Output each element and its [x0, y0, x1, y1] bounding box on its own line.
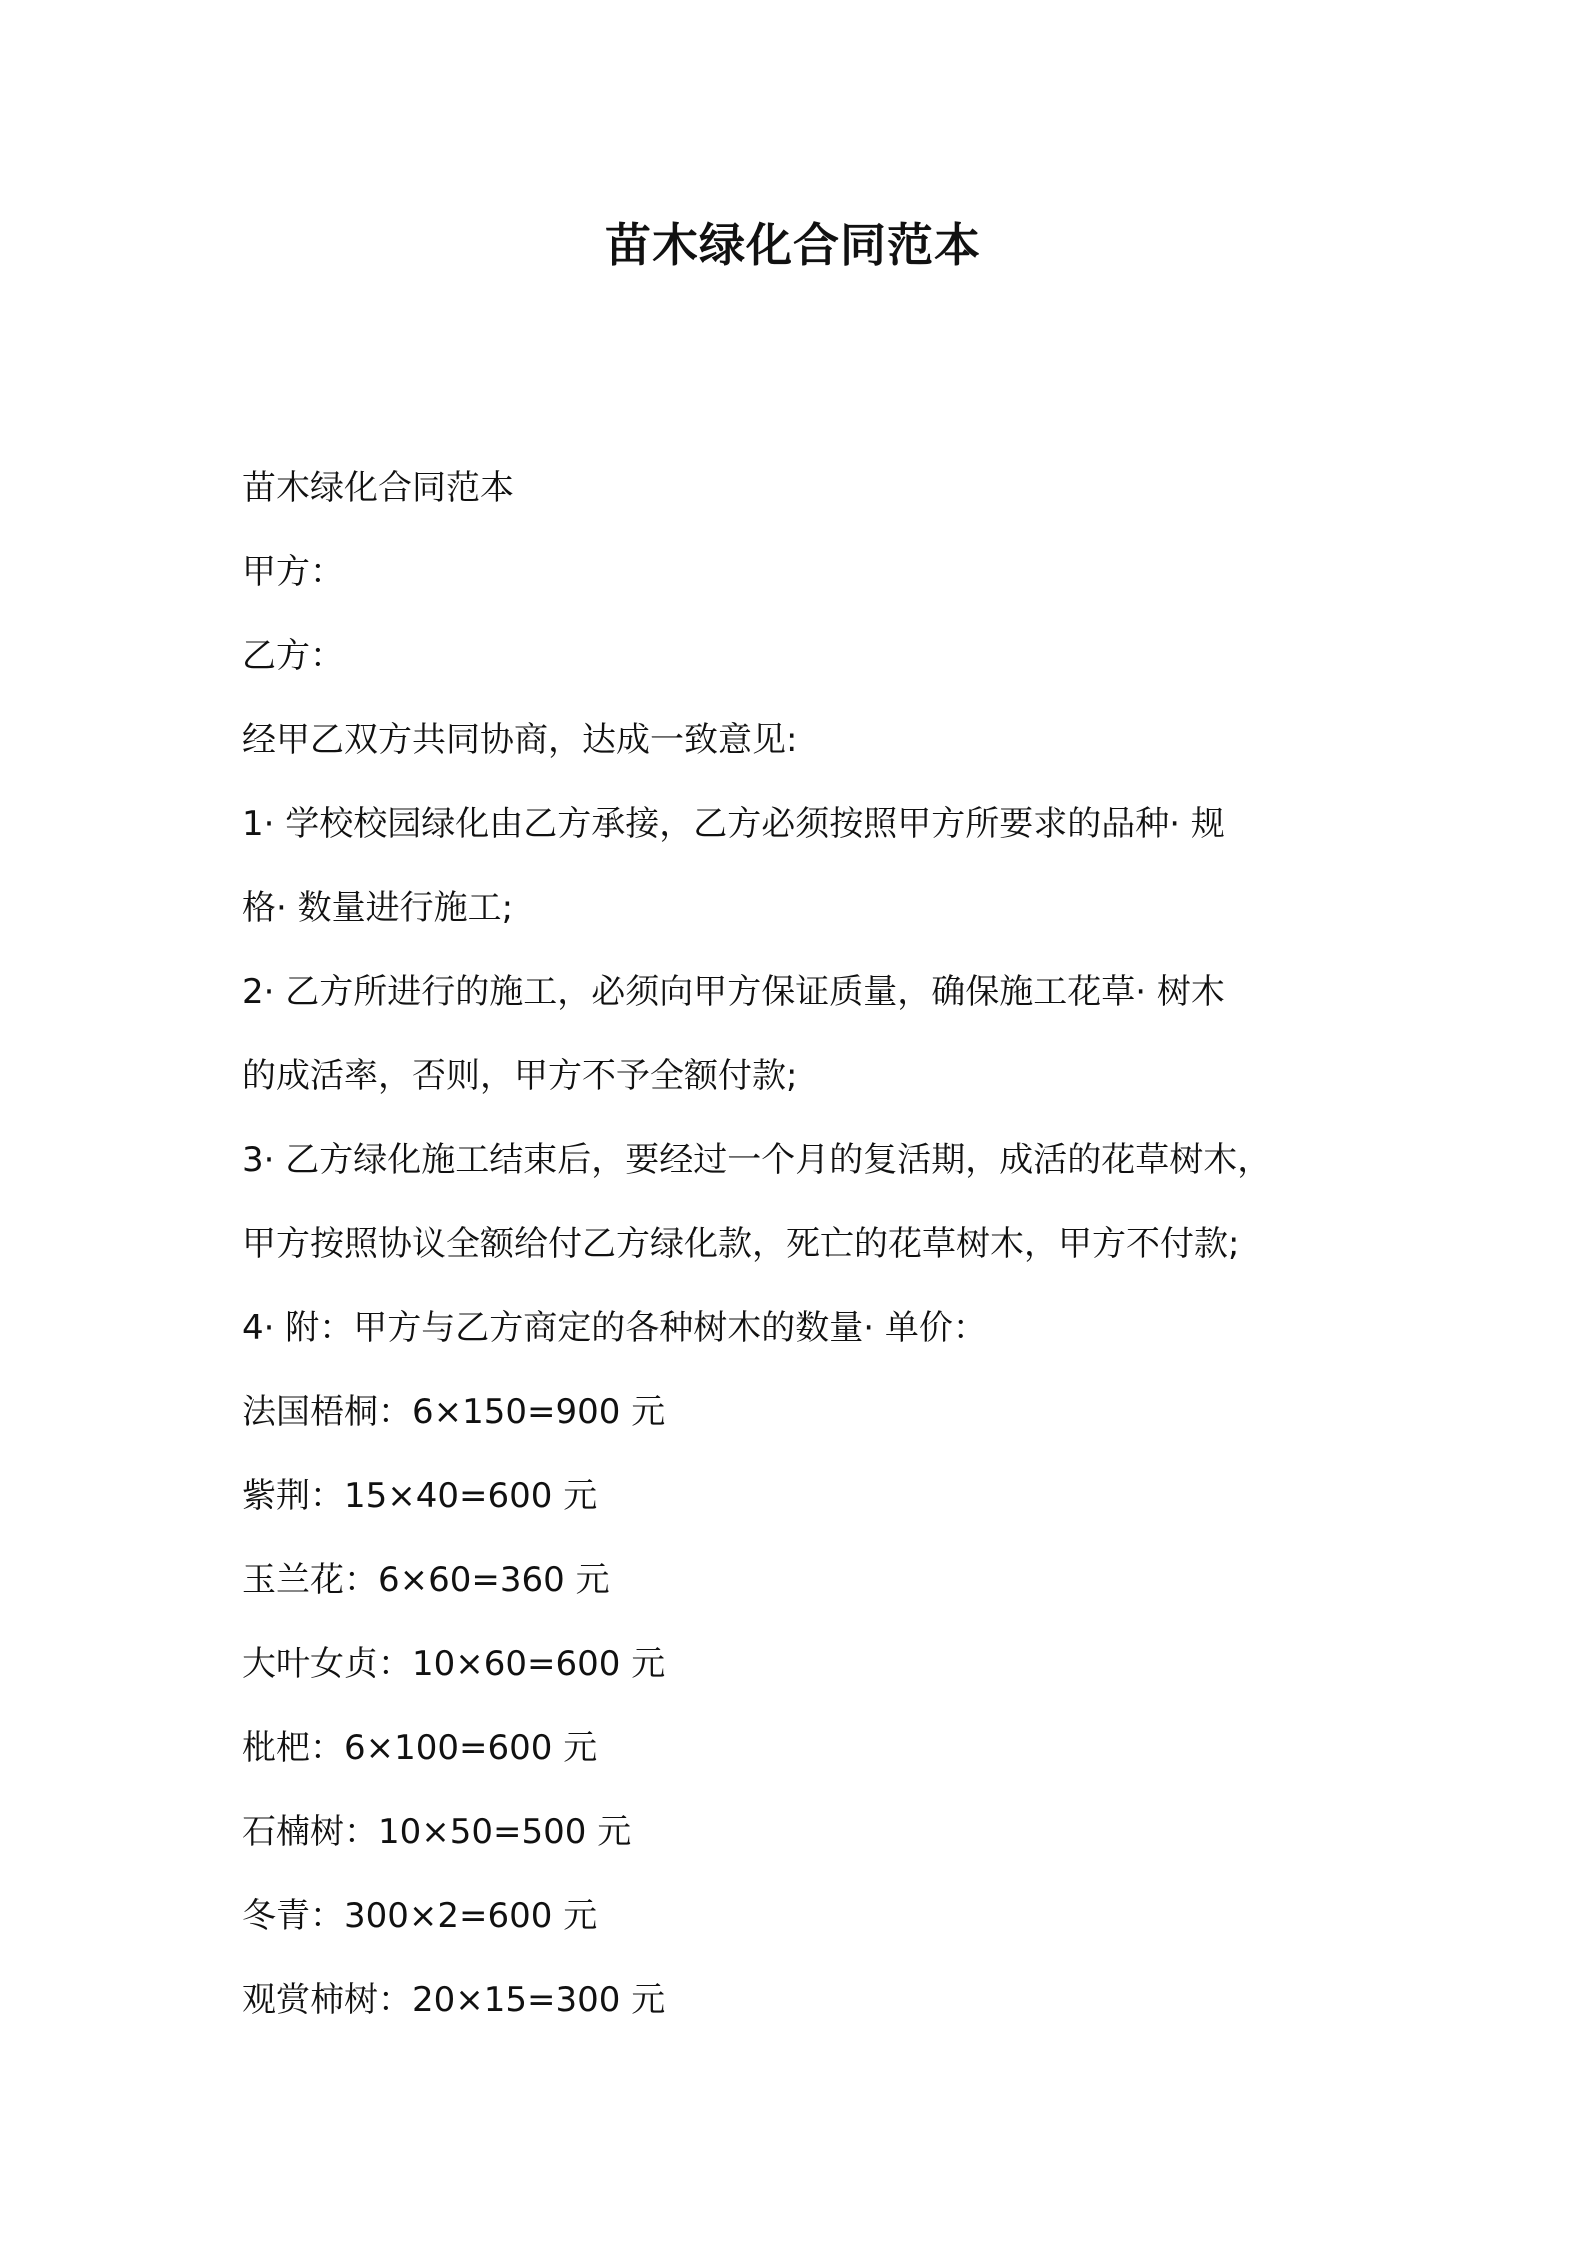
line-item-plane-tree: 法国梧桐：6×150=900 元 — [242, 1392, 666, 1432]
line-item-redbud: 紫荆：15×40=600 元 — [242, 1476, 598, 1516]
line-item-loquat: 枇杷：6×100=600 元 — [242, 1728, 598, 1768]
line-party-a: 甲方： — [242, 552, 344, 592]
line-item-magnolia: 玉兰花：6×60=360 元 — [242, 1560, 610, 1600]
line-item-persimmon: 观赏柿树：20×15=300 元 — [242, 1980, 666, 2020]
line-clause-2a: 2· 乙方所进行的施工，必须向甲方保证质量，确保施工花草· 树木 — [242, 972, 1225, 1012]
document-body — [242, 446, 1372, 2042]
line-agreement-intro: 经甲乙双方共同协商，达成一致意见: — [242, 720, 798, 760]
line-item-privet: 大叶女贞：10×60=600 元 — [242, 1644, 666, 1684]
line-item-holly: 冬青：300×2=600 元 — [242, 1896, 598, 1936]
line-clause-1b: 格· 数量进行施工; — [242, 888, 514, 928]
line-clause-1a: 1· 学校校园绿化由乙方承接，乙方必须按照甲方所要求的品种· 规 — [242, 804, 1225, 844]
line-clause-3b: 甲方按照协议全额给付乙方绿化款，死亡的花草树木，甲方不付款; — [242, 1224, 1240, 1264]
document-title: 苗木绿化合同范本 — [605, 218, 981, 272]
line-heading: 苗木绿化合同范本 — [242, 468, 514, 508]
line-clause-4: 4· 附：甲方与乙方商定的各种树木的数量· 单价： — [242, 1308, 987, 1348]
line-clause-2b: 的成活率，否则，甲方不予全额付款; — [242, 1056, 798, 1096]
line-item-photinia: 石楠树：10×50=500 元 — [242, 1812, 632, 1852]
line-clause-3a: 3· 乙方绿化施工结束后，要经过一个月的复活期，成活的花草树木， — [242, 1140, 1272, 1180]
line-party-b: 乙方： — [242, 636, 344, 676]
